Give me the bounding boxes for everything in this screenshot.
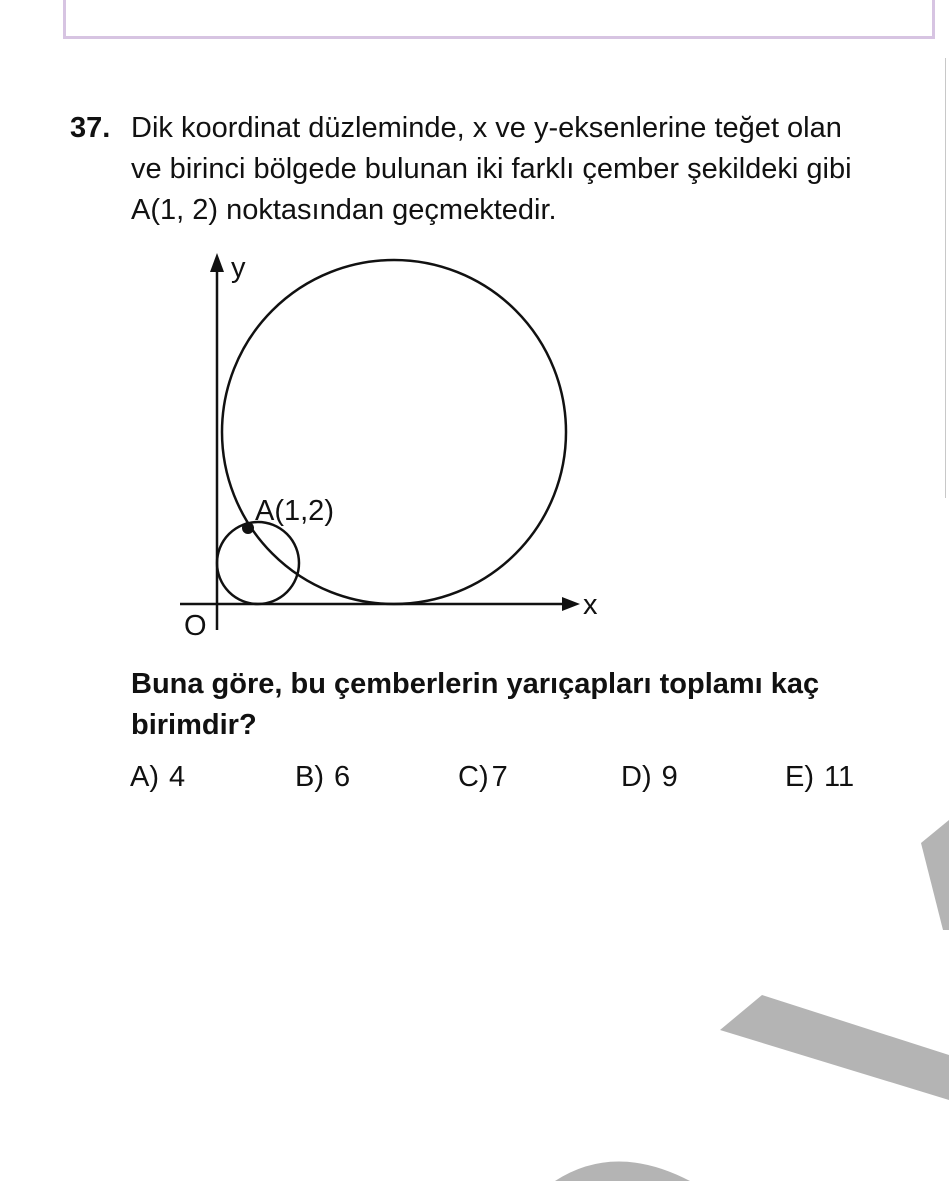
question-line: Dik koordinat düzleminde, x ve y-eksenlerine teğet olan bbox=[131, 112, 842, 144]
prompt-line: Buna göre, bu çemberlerin yarıçapları toplamı kaç bbox=[131, 668, 820, 700]
option-value: 9 bbox=[661, 761, 678, 793]
point-a-label: A(1,2) bbox=[255, 495, 334, 527]
option-value: 11 bbox=[824, 761, 855, 793]
option-value: 7 bbox=[491, 761, 508, 793]
option-letter: D) bbox=[621, 761, 652, 793]
question-line: ve birinci bölgede bulunan iki farklı çember şekildeki gibi bbox=[131, 153, 852, 185]
question-number: 37. bbox=[70, 112, 111, 144]
option-letter: B) bbox=[295, 761, 324, 793]
option-letter: C) bbox=[458, 761, 489, 793]
decor-shape-upper bbox=[921, 820, 949, 930]
option-letter: A) bbox=[130, 761, 159, 793]
option-value: 4 bbox=[169, 761, 186, 793]
option-letter: E) bbox=[785, 761, 814, 793]
y-axis-label: y bbox=[231, 252, 246, 284]
prompt-line: birimdir? bbox=[131, 709, 257, 741]
decor-shape-lower bbox=[720, 995, 949, 1100]
option-value: 6 bbox=[334, 761, 351, 793]
decor-shape-bottom bbox=[555, 1162, 690, 1181]
origin-label: O bbox=[184, 610, 207, 642]
x-axis-label: x bbox=[583, 589, 598, 621]
question-line: A(1, 2) noktasından geçmektedir. bbox=[131, 194, 557, 226]
